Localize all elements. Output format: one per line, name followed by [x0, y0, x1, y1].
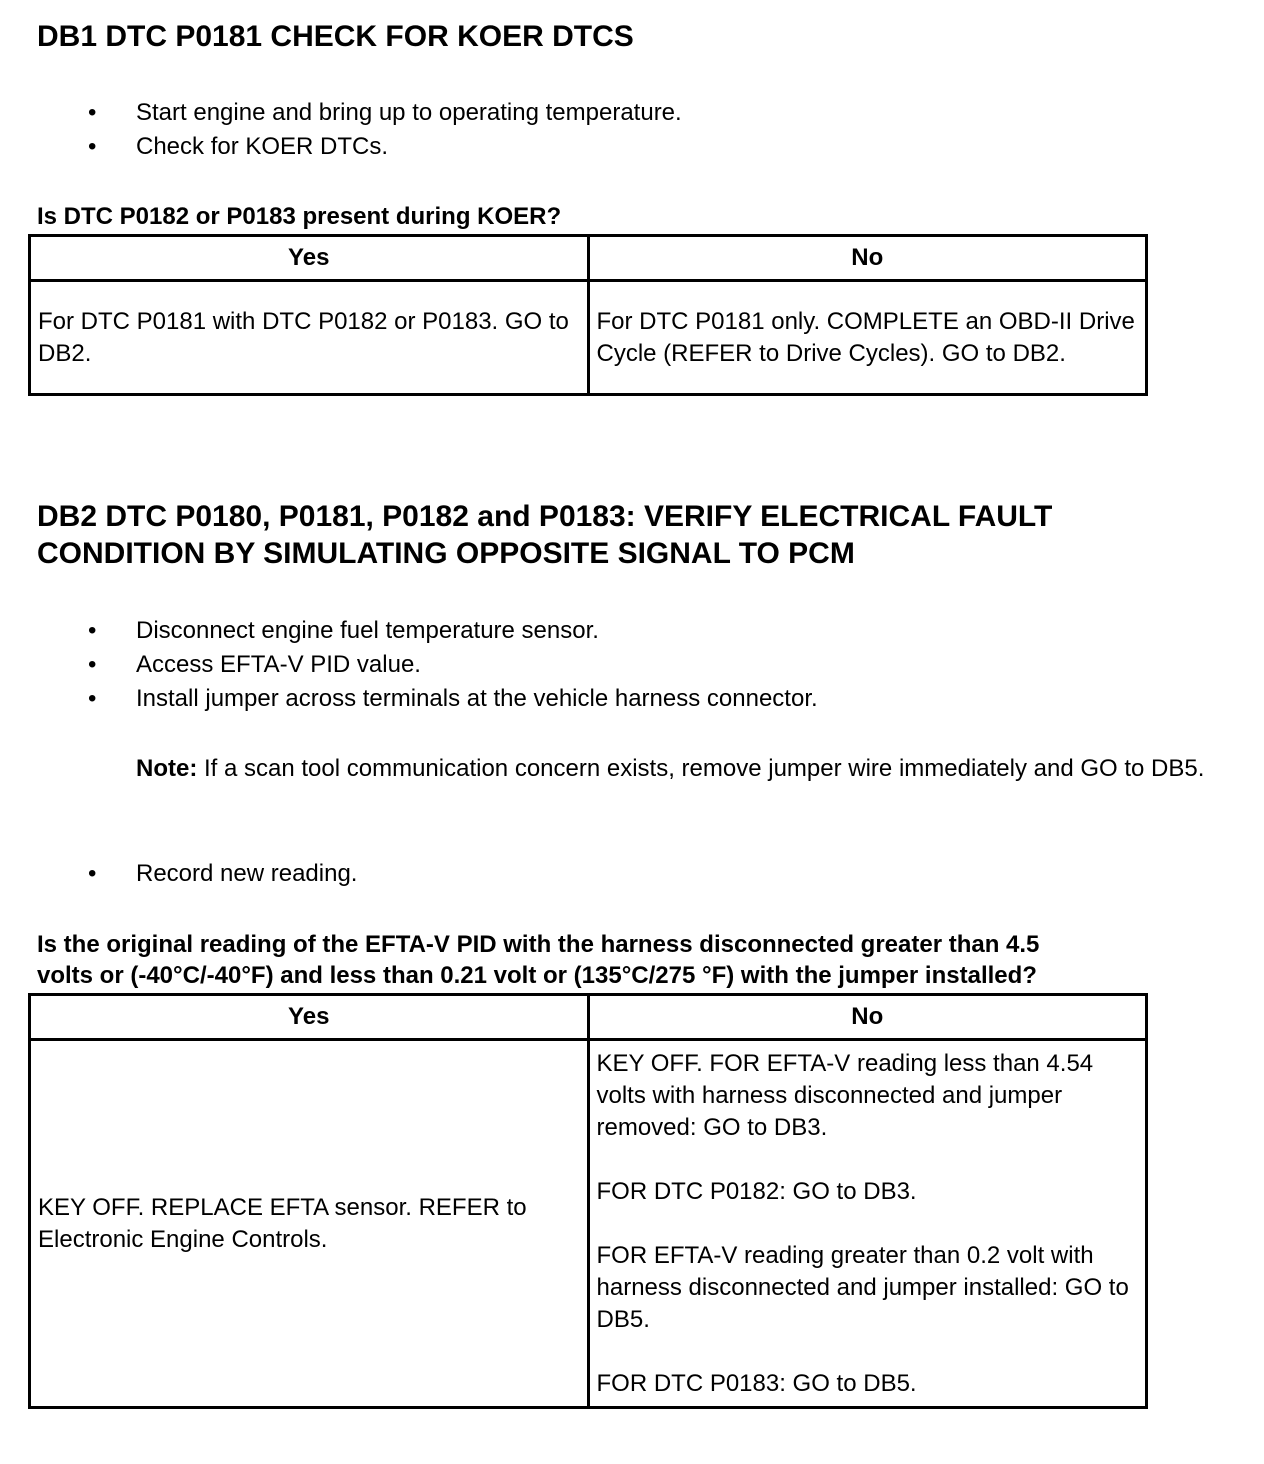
bullet-icon: • — [88, 860, 97, 887]
db2-question — [37, 929, 1039, 991]
db2-note — [136, 753, 1236, 785]
yes-column-header: Yes — [30, 236, 589, 281]
no-cell: For DTC P0181 only. COMPLETE an OBD-II Drive Cycle (REFER to Drive Cycles). GO to DB2. — [588, 281, 1147, 395]
no-cell-paragraph: KEY OFF. FOR EFTA-V reading less than 4.54 volts with harness disconnected and jumper removed: GO to DB3. — [596, 1049, 1094, 1141]
list-item — [88, 857, 357, 891]
paragraph-spacer — [597, 1144, 1138, 1176]
db2-final-step-list — [88, 857, 357, 891]
bullet-icon: • — [88, 617, 97, 644]
db2-question-line: volts or (-40°C/-40°F) and less than 0.21 volt or (135°C/275 °F) with the jumper installed? — [37, 962, 1037, 989]
paragraph-spacer — [597, 1208, 1138, 1240]
table-row — [30, 1040, 1147, 1408]
yes-cell: KEY OFF. REPLACE EFTA sensor. REFER to Electronic Engine Controls. — [30, 1040, 589, 1408]
yes-column-header: Yes — [30, 995, 589, 1040]
no-cell-paragraph: FOR DTC P0182: GO to DB3. — [596, 1177, 917, 1205]
step-text: Access EFTA-V PID value. — [136, 651, 421, 678]
step-text: Check for KOER DTCs. — [136, 133, 389, 160]
step-text: Disconnect engine fuel temperature sensor. — [136, 617, 599, 644]
step-text: Install jumper across terminals at the vehicle harness connector. — [136, 685, 818, 712]
no-cell-paragraph: FOR EFTA-V reading greater than 0.2 volt with harness disconnected and jumper installed: GO to DB5. — [596, 1241, 1129, 1333]
db2-heading-line: DB2 DTC P0180, P0181, P0182 and P0183: VERIFY ELECTRICAL FAULT — [37, 500, 1053, 533]
no-cell — [588, 1040, 1147, 1408]
list-item — [88, 648, 818, 682]
db2-decision-table — [28, 993, 1148, 1409]
paragraph-spacer — [597, 1336, 1138, 1368]
db1-steps-list — [88, 96, 682, 164]
bullet-icon: • — [88, 685, 97, 712]
step-text: Start engine and bring up to operating temperature. — [136, 99, 682, 126]
table-header-row — [30, 236, 1147, 281]
list-item — [88, 614, 818, 648]
no-column-header: No — [588, 236, 1147, 281]
list-item — [88, 682, 818, 716]
table-header-row — [30, 995, 1147, 1040]
db2-heading — [37, 498, 1052, 572]
table-row — [30, 281, 1147, 395]
bullet-icon: • — [88, 99, 97, 126]
list-item — [88, 130, 682, 164]
note-label: Note: — [136, 755, 198, 782]
db1-question: Is DTC P0182 or P0183 present during KOER? — [37, 203, 562, 230]
bullet-icon: • — [88, 651, 97, 678]
no-column-header: No — [588, 995, 1147, 1040]
db1-decision-table — [28, 234, 1148, 396]
step-text: Record new reading. — [136, 860, 358, 887]
db1-heading: DB1 DTC P0181 CHECK FOR KOER DTCS — [37, 20, 634, 53]
bullet-icon: • — [88, 133, 97, 160]
yes-cell: For DTC P0181 with DTC P0182 or P0183. GO to DB2. — [30, 281, 589, 395]
db2-steps-list — [88, 614, 818, 716]
db2-question-line: Is the original reading of the EFTA-V PID with the harness disconnected greater than 4.5 — [37, 931, 1040, 958]
note-text: If a scan tool communication concern exists, remove jumper wire immediately and GO to DB5. — [197, 755, 1205, 782]
db2-heading-line: CONDITION BY SIMULATING OPPOSITE SIGNAL TO PCM — [37, 537, 855, 570]
list-item — [88, 96, 682, 130]
no-cell-paragraph: FOR DTC P0183: GO to DB5. — [596, 1369, 917, 1397]
